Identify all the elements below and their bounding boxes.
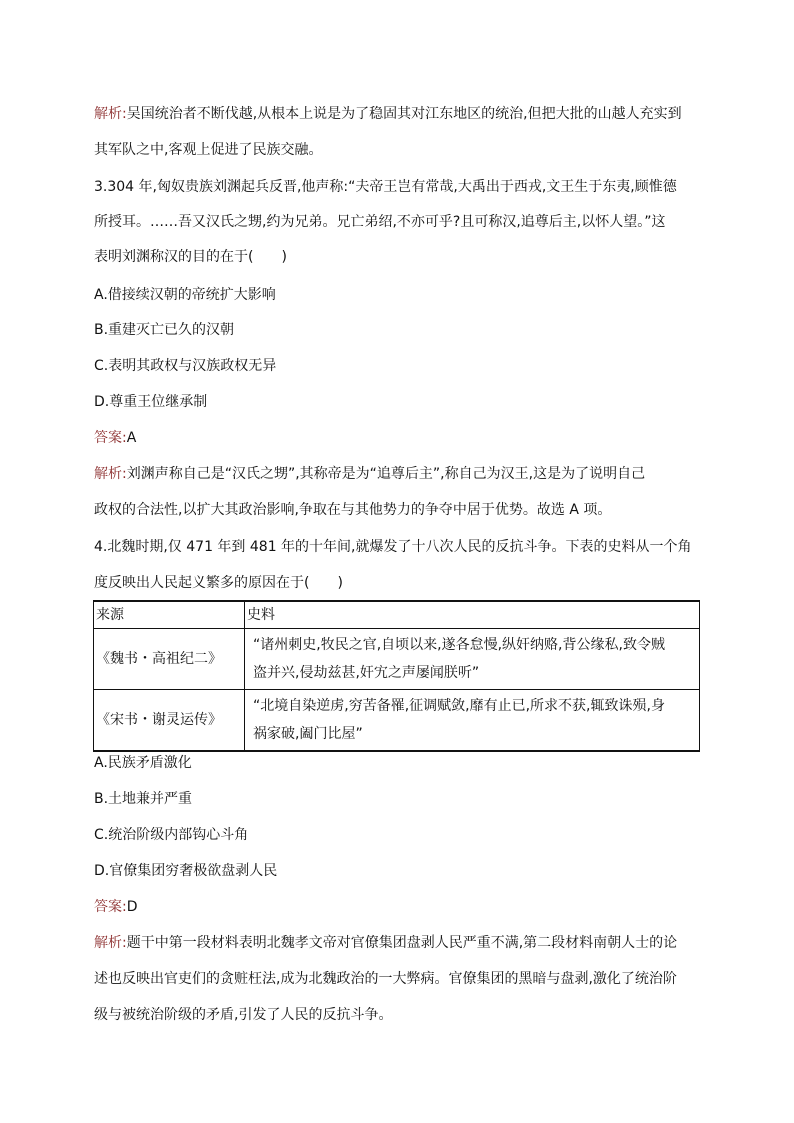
row-material xyxy=(245,629,700,690)
q4-option-b: B.土地兼并严重 xyxy=(94,791,193,807)
q4-analysis-line-2: 述也反映出官吏们的贪赃枉法,成为北魏政治的一大弊病。官僚集团的黑暗与盘剥,激化了统治阶 xyxy=(94,971,677,987)
analysis-label: 解析: xyxy=(94,935,127,951)
q3-option-c: C.表明其政权与汉族政权无异 xyxy=(94,358,277,374)
q4-analysis-line-1 xyxy=(94,933,704,953)
q3-analysis-line-2: 政权的合法性,以扩大其政治影响,争取在与其他势力的争夺中居于优势。故选 A 项。 xyxy=(94,502,612,518)
row-material-line-2: 盗并兴,侵劫兹甚,奸宄之声屡闻朕听” xyxy=(253,665,480,681)
prev-analysis-line-2: 其军队之中,客观上促进了民族交融。 xyxy=(94,142,323,158)
q3-stem-line-2: 所授耳。……吾又汉氏之甥,约为兄弟。兄亡弟绍,不亦可乎?且可称汉,追尊后主,以怀人望。”这 xyxy=(94,214,666,230)
analysis-label: 解析: xyxy=(94,106,127,122)
row-material-line-1: “诸州刺史,牧民之官,自顷以来,遂各怠慢,纵奸纳赂,背公缘私,致令贼 xyxy=(253,637,665,653)
q4-option-d: D.官僚集团穷奢极欲盘剥人民 xyxy=(94,863,278,879)
row-material xyxy=(245,690,700,752)
source-table xyxy=(93,600,700,752)
q4-option-a: A.民族矛盾激化 xyxy=(94,755,192,771)
q3-option-a: A.借接续汉朝的帝统扩大影响 xyxy=(94,287,276,303)
table-header-row xyxy=(94,601,700,629)
table-row xyxy=(94,629,700,690)
q3-option-b: B.重建灭亡已久的汉朝 xyxy=(94,322,235,338)
q4-stem-line-2: 度反映出人民起义繁多的原因在于( ) xyxy=(94,575,343,591)
row-source: 《魏书・高祖纪二》 xyxy=(94,629,245,690)
row-material-line-1: “北境自染逆虏,穷苦备罹,征调赋敛,靡有止已,所求不获,辄致诛殒,身 xyxy=(253,698,665,714)
analysis-text: 刘渊声称自己是“汉氏之甥”,其称帝是为“追尊后主”,称自己为汉王,这是为了说明自己 xyxy=(126,466,646,482)
header-material: 史料 xyxy=(245,601,700,629)
answer-label: 答案: xyxy=(94,899,127,915)
q4-analysis-line-3: 级与被统治阶级的矛盾,引发了人民的反抗斗争。 xyxy=(94,1007,393,1023)
prev-analysis-line-1 xyxy=(94,104,704,124)
q3-answer xyxy=(94,428,704,448)
q3-stem-line-1: 3.304 年,匈奴贵族刘渊起兵反晋,他声称:“夫帝王岂有常哉,大禹出于西戎,文王生于东夷,顾惟德 xyxy=(94,179,677,195)
q3-stem-line-3: 表明刘渊称汉的目的在于( ) xyxy=(94,249,287,265)
answer-value: A xyxy=(126,430,137,446)
answer-label: 答案: xyxy=(94,430,127,446)
header-source: 来源 xyxy=(94,601,245,629)
analysis-label: 解析: xyxy=(94,466,127,482)
q4-option-c: C.统治阶级内部钩心斗角 xyxy=(94,827,249,843)
answer-value: D xyxy=(126,899,138,915)
analysis-text: 吴国统治者不断伐越,从根本上说是为了稳固其对江东地区的统治,但把大批的山越人充实到 xyxy=(126,106,682,122)
row-source: 《宋书・谢灵运传》 xyxy=(94,690,245,752)
q4-answer xyxy=(94,897,704,917)
q3-analysis-line-1 xyxy=(94,464,704,484)
q4-stem-line-1: 4.北魏时期,仅 471 年到 481 年的十年间,就爆发了十八次人民的反抗斗争。下表的史料从一个角 xyxy=(94,539,692,555)
analysis-text: 题干中第一段材料表明北魏孝文帝对官僚集团盘剥人民严重不满,第二段材料南朝人士的论 xyxy=(126,935,678,951)
table-row xyxy=(94,690,700,752)
q3-option-d: D.尊重王位继承制 xyxy=(94,394,208,410)
row-material-line-2: 祸家破,阖门比屋” xyxy=(253,726,363,742)
